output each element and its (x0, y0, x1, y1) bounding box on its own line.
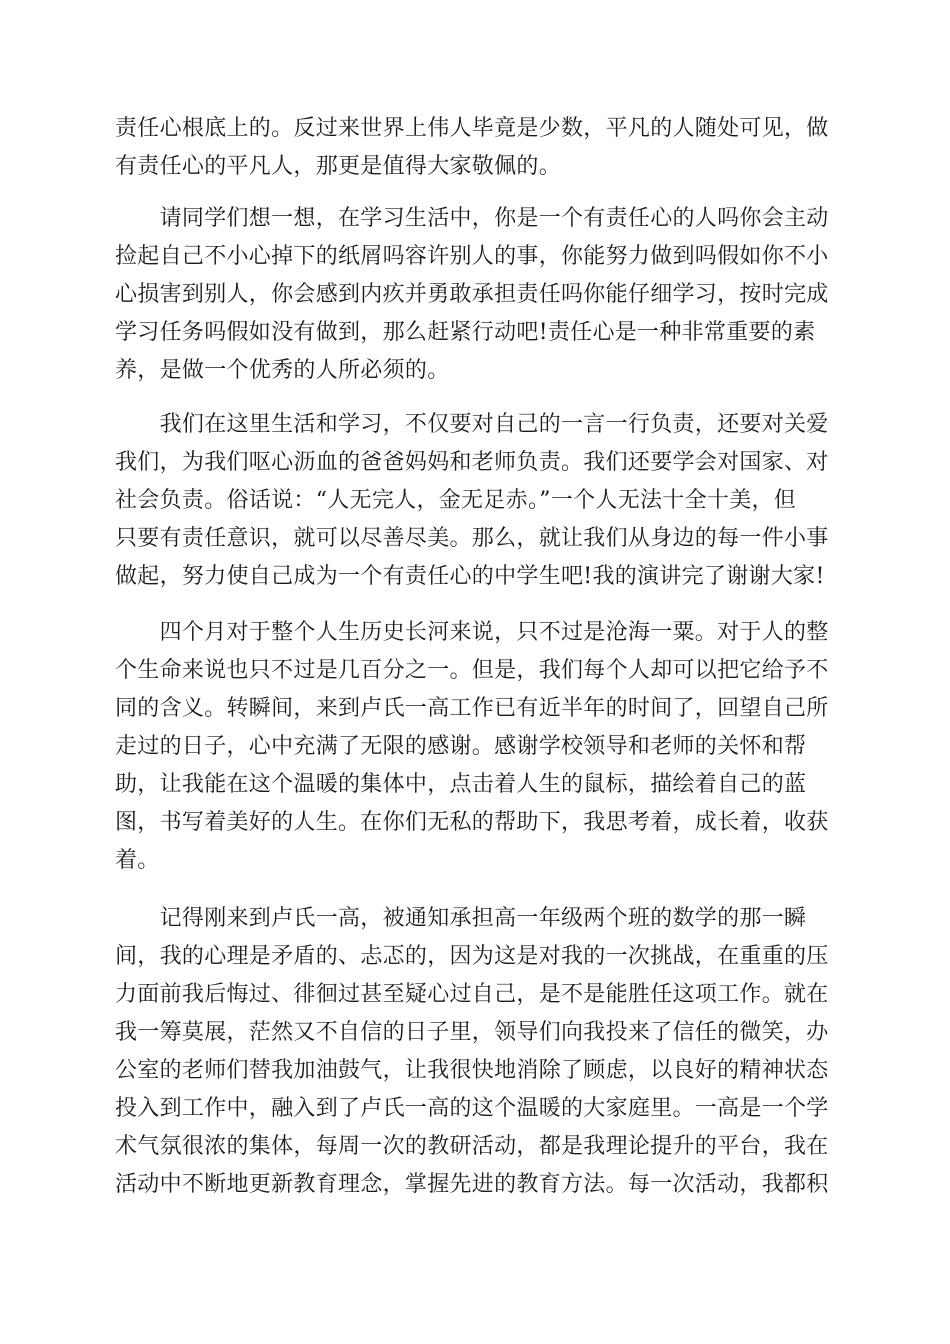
text-line: 我们，为我们呕心沥血的爸爸妈妈和老师负责。我们还要学会对国家、对 (115, 450, 829, 475)
text-line: 学习任务吗假如没有做到，那么赶紧行动吧!责任心是一种非常重要的素 (115, 320, 816, 345)
text-line: 我们在这里生活和学习，不仅要对自己的一言一行负责，还要对关爱 (115, 412, 829, 437)
text-line: 走过的日子，心中充满了无限的感谢。感谢学校领导和老师的关怀和帮 (115, 734, 807, 759)
paragraph-1 (115, 110, 829, 186)
paragraph-3 (115, 406, 829, 596)
text-line: 投入到工作中，融入到了卢氏一高的这个温暖的大家庭里。一高是一个学 (115, 1096, 829, 1121)
text-line: 养，是做一个优秀的人所必须的。 (115, 358, 450, 383)
text-line: 着。 (115, 848, 160, 873)
text-line: 活动中不断地更新教育理念，掌握先进的教育方法。每一次活动，我都积 (115, 1172, 829, 1197)
text-line: 做起，努力使自己成为一个有责任心的中学生吧!我的演讲完了谢谢大家! (115, 564, 825, 589)
text-line: 助，让我能在这个温暖的集体中，点击着人生的鼠标，描绘着自己的蓝 (115, 772, 807, 797)
text-line: 间，我的心理是矛盾的、忐忑的，因为这是对我的一次挑战，在重重的压 (115, 944, 829, 969)
text-line: 记得刚来到卢氏一高，被通知承担高一年级两个班的数学的那一瞬 (115, 906, 807, 931)
paragraph-5 (115, 900, 829, 1204)
text-line: 社会负责。俗话说：“人无完人，金无足赤。”一个人无法十全十美，但 (115, 488, 797, 513)
text-line: 同的含义。转瞬间，来到卢氏一高工作已有近半年的时间了，回望自己所 (115, 696, 829, 721)
paragraph-4 (115, 614, 829, 880)
text-line: 公室的老师们替我加油鼓气，让我很快地消除了顾虑，以良好的精神状态 (115, 1058, 829, 1083)
text-line: 力面前我后悔过、徘徊过甚至疑心过自己，是不是能胜任这项工作。就在 (115, 982, 829, 1007)
text-line: 责任心根底上的。反过来世界上伟人毕竟是少数，平凡的人随处可见，做 (115, 116, 829, 141)
text-line: 图，书写着美好的人生。在你们无私的帮助下，我思考着，成长着，收获 (115, 810, 829, 835)
text-line: 请同学们想一想，在学习生活中，你是一个有责任心的人吗你会主动 (115, 206, 829, 231)
text-line: 我一筹莫展，茫然又不自信的日子里，领导们向我投来了信任的微笑，办 (115, 1020, 829, 1045)
text-line: 四个月对于整个人生历史长河来说，只不过是沧海一粟。对于人的整 (115, 620, 829, 645)
text-line: 心损害到别人，你会感到内疚并勇敢承担责任吗你能仔细学习，按时完成 (115, 282, 829, 307)
paragraph-2 (115, 200, 829, 390)
text-line: 捡起自己不小心掉下的纸屑吗容许别人的事，你能努力做到吗假如你不小 (115, 244, 829, 269)
text-line: 个生命来说也只不过是几百分之一。但是，我们每个人却可以把它给予不 (115, 658, 829, 683)
text-line: 术气氛很浓的集体，每周一次的教研活动，都是我理论提升的平台，我在 (115, 1134, 829, 1159)
text-line: 有责任心的平凡人，那更是值得大家敬佩的。 (115, 154, 562, 179)
text-line: 只要有责任意识，就可以尽善尽美。那么，就让我们从身边的每一件小事 (115, 526, 829, 551)
